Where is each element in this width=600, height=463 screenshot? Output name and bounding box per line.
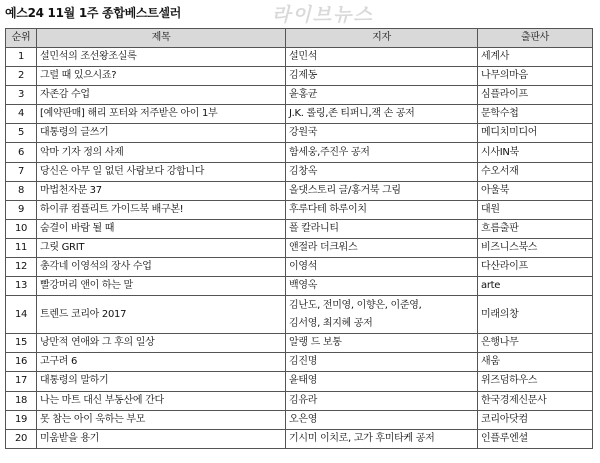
author-line: 기시미 이치로, 고가 후미타케 공저	[289, 432, 435, 444]
page-title: 예스24 11월 1주 종합베스트셀러	[5, 6, 182, 20]
author-line: 폴 칼라니티	[289, 222, 339, 234]
publisher-cell: 미래의창	[478, 296, 593, 334]
author-cell	[286, 238, 478, 257]
publisher-cell: 대원	[478, 200, 593, 219]
author-line: 올댓스토리 글/홍거북 그림	[289, 184, 401, 196]
author-cell	[286, 296, 478, 334]
author-line: 윤태영	[289, 375, 318, 387]
author-line: 함세웅,주진우 공저	[289, 146, 370, 158]
author-line: 이영석	[289, 261, 318, 273]
book-title-cell: 당신은 아무 일 없던 사람보다 강합니다	[37, 162, 286, 181]
rank-cell: 20	[6, 429, 37, 448]
author-cell	[286, 105, 478, 124]
table-row	[6, 334, 593, 353]
rank-cell: 10	[6, 219, 37, 238]
publisher-cell: 다산라이프	[478, 258, 593, 277]
rank-cell: 4	[6, 105, 37, 124]
author-cell	[286, 143, 478, 162]
author-cell	[286, 48, 478, 67]
publisher-cell: 한국경제신문사	[478, 391, 593, 410]
book-title-cell: 총각네 이영석의 장사 수업	[37, 258, 286, 277]
header-author: 지자	[286, 29, 478, 48]
author-line: 김유라	[289, 394, 318, 406]
author-line: 앤절라 더크워스	[289, 241, 358, 253]
author-line: 알랭 드 보통	[289, 337, 342, 349]
table-row	[6, 277, 593, 296]
bestseller-table	[5, 28, 593, 449]
author-cell	[286, 391, 478, 410]
table-body	[6, 48, 593, 449]
publisher-cell: 인플루엔셜	[478, 429, 593, 448]
rank-cell: 5	[6, 124, 37, 143]
author-line: 김제동	[289, 70, 318, 82]
table-row	[6, 162, 593, 181]
rank-cell: 8	[6, 181, 37, 200]
header-rank: 순위	[6, 29, 37, 48]
author-cell	[286, 429, 478, 448]
publisher-cell: 새움	[478, 353, 593, 372]
author-cell	[286, 353, 478, 372]
table-row	[6, 372, 593, 391]
book-title-cell: 하이큐 컴플리트 가이드북 배구본!	[37, 200, 286, 219]
publisher-cell: 위즈덤하우스	[478, 372, 593, 391]
book-title-cell: 대통령의 글쓰기	[37, 124, 286, 143]
publisher-cell: 메디치미디어	[478, 124, 593, 143]
author-line: 김진명	[289, 356, 318, 368]
author-line: 김난도, 전미영, 이향은, 이준영,	[289, 299, 422, 311]
book-title-cell: 고구려 6	[37, 353, 286, 372]
author-line: 설민석	[289, 51, 318, 63]
table-row	[6, 86, 593, 105]
table-row	[6, 124, 593, 143]
author-cell	[286, 67, 478, 86]
rank-cell: 12	[6, 258, 37, 277]
publisher-cell: 심플라이프	[478, 86, 593, 105]
book-title-cell: 미움받을 용기	[37, 429, 286, 448]
table-row	[6, 410, 593, 429]
author-line: 김창옥	[289, 165, 318, 177]
rank-cell: 17	[6, 372, 37, 391]
book-title-cell: 악마 기자 정의 사제	[37, 143, 286, 162]
header-title: 제목	[37, 29, 286, 48]
table-row	[6, 219, 593, 238]
author-line: J.K. 롤링,존 티퍼니,잭 손 공저	[289, 108, 415, 120]
rank-cell: 16	[6, 353, 37, 372]
publisher-cell: 코리아닷컴	[478, 410, 593, 429]
author-line: 윤홍균	[289, 89, 318, 101]
book-title-cell: 나는 마트 대신 부동산에 간다	[37, 391, 286, 410]
publisher-cell: 아울북	[478, 181, 593, 200]
author-cell	[286, 258, 478, 277]
table-row	[6, 353, 593, 372]
author-line: 오은영	[289, 413, 318, 425]
book-title-cell: [예약판매] 해리 포터와 저주받은 아이 1부	[37, 105, 286, 124]
table-row	[6, 67, 593, 86]
table-row	[6, 143, 593, 162]
table-header-row	[6, 29, 593, 48]
table-row	[6, 258, 593, 277]
book-title-cell: 못 참는 아이 욱하는 부모	[37, 410, 286, 429]
author-cell	[286, 277, 478, 296]
author-cell	[286, 219, 478, 238]
rank-cell: 9	[6, 200, 37, 219]
table-row	[6, 200, 593, 219]
publisher-cell: 세계사	[478, 48, 593, 67]
rank-cell: 14	[6, 296, 37, 334]
table-row	[6, 105, 593, 124]
table-row	[6, 429, 593, 448]
author-cell	[286, 200, 478, 219]
author-cell	[286, 181, 478, 200]
book-title-cell: 자존감 수업	[37, 86, 286, 105]
rank-cell: 3	[6, 86, 37, 105]
author-cell	[286, 86, 478, 105]
rank-cell: 2	[6, 67, 37, 86]
author-cell	[286, 334, 478, 353]
author-cell	[286, 162, 478, 181]
book-title-cell: 그럴 때 있으시죠?	[37, 67, 286, 86]
book-title-cell: 설민석의 조선왕조실록	[37, 48, 286, 67]
watermark-logo: 라이브뉴스	[272, 4, 374, 26]
author-cell	[286, 410, 478, 429]
rank-cell: 7	[6, 162, 37, 181]
table-row	[6, 238, 593, 257]
author-cell	[286, 124, 478, 143]
publisher-cell: 은행나무	[478, 334, 593, 353]
table-row	[6, 48, 593, 67]
publisher-cell: 흐름출판	[478, 219, 593, 238]
publisher-cell: 문학수첩	[478, 105, 593, 124]
book-title-cell: 낭만적 연애와 그 후의 일상	[37, 334, 286, 353]
book-title-cell: 트렌드 코리아 2017	[37, 296, 286, 334]
rank-cell: 6	[6, 143, 37, 162]
rank-cell: 1	[6, 48, 37, 67]
table-row	[6, 181, 593, 200]
author-line: 김서영, 최지혜 공저	[289, 317, 373, 329]
table-row	[6, 296, 593, 334]
table-row	[6, 391, 593, 410]
book-title-cell: 숨결이 바람 될 때	[37, 219, 286, 238]
rank-cell: 13	[6, 277, 37, 296]
book-title-cell: 마법천자문 37	[37, 181, 286, 200]
publisher-cell: 수오서재	[478, 162, 593, 181]
header-publisher: 출판사	[478, 29, 593, 48]
author-line: 후루다테 하루이치	[289, 203, 367, 215]
publisher-cell: arte	[478, 277, 593, 296]
author-cell	[286, 372, 478, 391]
rank-cell: 18	[6, 391, 37, 410]
book-title-cell: 대통령의 말하기	[37, 372, 286, 391]
rank-cell: 15	[6, 334, 37, 353]
publisher-cell: 나무의마음	[478, 67, 593, 86]
rank-cell: 19	[6, 410, 37, 429]
rank-cell: 11	[6, 238, 37, 257]
author-line: 백영옥	[289, 280, 318, 292]
publisher-cell: 시사IN북	[478, 143, 593, 162]
book-title-cell: 빨강머리 앤이 하는 말	[37, 277, 286, 296]
author-line: 강원국	[289, 127, 318, 139]
book-title-cell: 그릿 GRIT	[37, 238, 286, 257]
publisher-cell: 비즈니스북스	[478, 238, 593, 257]
